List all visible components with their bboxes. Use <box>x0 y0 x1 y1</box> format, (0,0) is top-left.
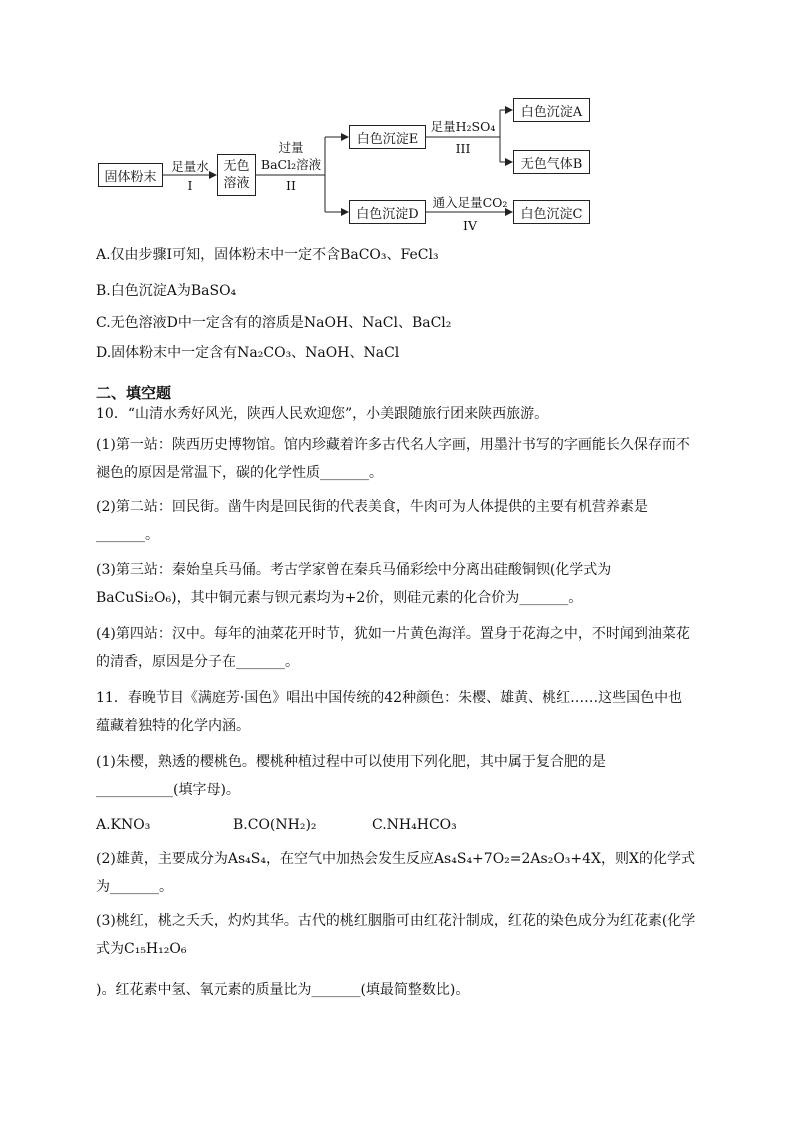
q11-part2: (2)雄黄，主要成分为As₄S₄，在空气中加热会发生反应As₄S₄+7O₂=2As₂O₃+4X，则X的化学式为_______。 <box>96 851 695 895</box>
step3-label: 足量H₂SO₄ <box>430 119 496 134</box>
box-solid-powder: 固体粉末 <box>98 163 163 187</box>
box-gas-B: 无色气体B <box>513 150 590 174</box>
q10-part1: (1)第一站：陕西历史博物馆。馆内珍藏着许多古代名人字画，用墨汁书写的字画能长久保存而不褪色的原因是常温下，碳的化学性质_______。 <box>96 437 690 481</box>
q11-stem: 11．春晚节目《满庭芳·国色》唱出中国传统的42种颜色：朱樱、雄黄、桃红……这些国色中也蕴藏着独特的化学内涵。 <box>96 690 683 734</box>
option-a: A.仅由步骤I可知，固体粉末中一定不含BaCO₃、FeCl₃ <box>96 247 439 263</box>
box-precipitate-A: 白色沉淀A <box>513 98 590 122</box>
box-colorless-solution <box>217 154 256 196</box>
step2-label-line2: BaCl₂溶液 <box>260 157 322 172</box>
q11-part3b: )。红花素中氢、氧元素的质量比为_______(填最简整数比)。 <box>96 982 470 998</box>
step4-label: 通入足量CO₂ <box>432 195 508 210</box>
q11-part1: (1)朱樱，熟透的樱桃色。樱桃种植过程中可以使用下列化肥，其中属于复合肥的是___________(填字母)。 <box>96 754 606 798</box>
step2-label-line1: 过量 <box>278 140 304 155</box>
q10-stem: 10．“山清水秀好风光，陕西人民欢迎您”，小美跟随旅行团来陕西旅游。 <box>96 406 549 422</box>
step1-label: 足量水 <box>171 159 209 174</box>
q11-option-b: B.CO(NH₂)₂ <box>233 817 317 833</box>
box-precipitate-D: 白色沉淀D <box>349 200 426 224</box>
box-solution-line1: 无色 <box>223 159 250 174</box>
step4-numeral: IV <box>463 218 477 233</box>
step2-numeral: II <box>286 178 296 193</box>
box-solution-line2: 溶液 <box>223 176 250 191</box>
q11-option-c: C.NH₄HCO₃ <box>372 817 457 833</box>
q10-part2: (2)第二站：回民街。凿牛肉是回民街的代表美食，牛肉可为人体提供的主要有机营养素是_______。 <box>96 499 648 543</box>
option-d: D.固体粉末中一定含有Na₂CO₃、NaOH、NaCl <box>96 345 400 361</box>
step1-numeral: I <box>187 178 193 193</box>
step3-numeral: III <box>455 141 471 156</box>
q10-part4: (4)第四站：汉中。每年的油菜花开时节，犹如一片黄色海洋。置身于花海之中，不时闻到油菜花的清香，原因是分子在_______。 <box>96 626 690 670</box>
option-b: B.白色沉淀A为BaSO₄ <box>96 283 237 299</box>
q10-part3: (3)第三站：秦始皇兵马俑。考古学家曾在秦兵马俑彩绘中分离出硅酸铜钡(化学式为BaCuSi₂O₆)，其中铜元素与钡元素均为+2价，则硅元素的化合价为_______。 <box>96 562 612 606</box>
box-precipitate-E: 白色沉淀E <box>349 125 426 149</box>
q11-option-a: A.KNO₃ <box>96 817 151 833</box>
option-c: C.无色溶液D中一定含有的溶质是NaOH、NaCl、BaCl₂ <box>96 315 452 331</box>
section-title: 二、填空题 <box>96 384 172 402</box>
q11-part3a: (3)桃红，桃之夭夭，灼灼其华。古代的桃红胭脂可由红花汁制成，红花的染色成分为红花素(化学式为C₁₅H₁₂O₆ <box>96 913 696 957</box>
flowchart <box>0 0 794 240</box>
box-precipitate-C: 白色沉淀C <box>513 200 590 224</box>
